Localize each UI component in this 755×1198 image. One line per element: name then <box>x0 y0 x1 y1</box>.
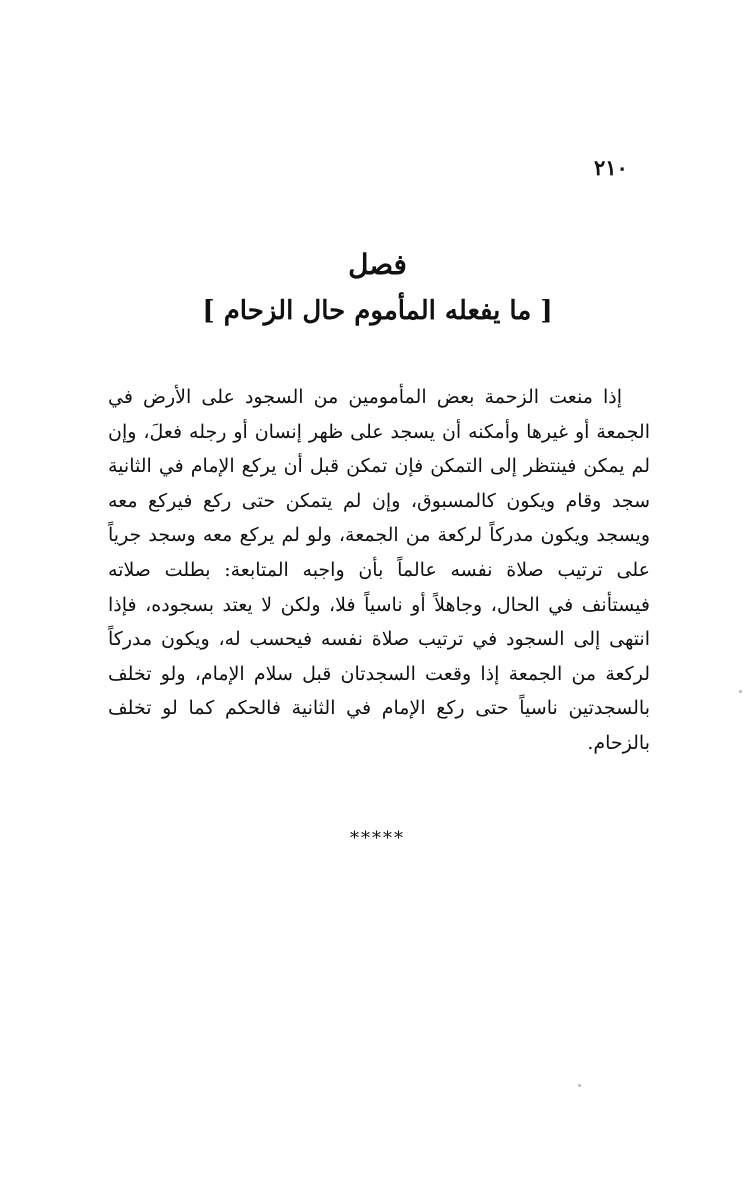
section-separator: ***** <box>350 828 405 849</box>
page-number: ٢١٠ <box>594 155 628 180</box>
margin-mark <box>578 1084 581 1087</box>
margin-mark <box>739 690 742 693</box>
body-text <box>108 380 650 761</box>
paragraph: إذا منعت الزحمة بعض المأمومين من السجود على الأرض في الجمعة أو غيرها وأمكنه أن يسجد على ظهر إنسان أو رجله فعلَ، وإن لم يمكن فينتظر إلى التمكن فإن تمكن قبل أن يركع الإمام في الثانية سجد وقام ويكون كالمسبوق، وإن لم يتمكن حتى ركع فيركع معه ويسجد ويكون مدركاً لركعة من الجمعة، ولو لم يركع معه وسجد جرياً على ترتيب صلاة نفسه عالماً بأن واجبه المتابعة: بطلت صلاته فيستأنف في الحال، وجاهلاً أو ناسياً فلا، ولكن لا يعتد بسجوده، فإذا انتهى إلى السجود في ترتيب صلاة نفسه فيحسب له، ويكون مدركاً لركعة من الجمعة إذا وقعت السجدتان قبل سلام الإمام، ولو تخلف بالسجدتين ناسياً حتى ركع الإمام في الثانية فالحكم كما لو تخلف بالزحام. <box>108 386 650 754</box>
section-heading: فصل <box>348 248 407 281</box>
section-subtitle: [ ما يفعله المأموم حال الزحام ] <box>202 296 553 326</box>
